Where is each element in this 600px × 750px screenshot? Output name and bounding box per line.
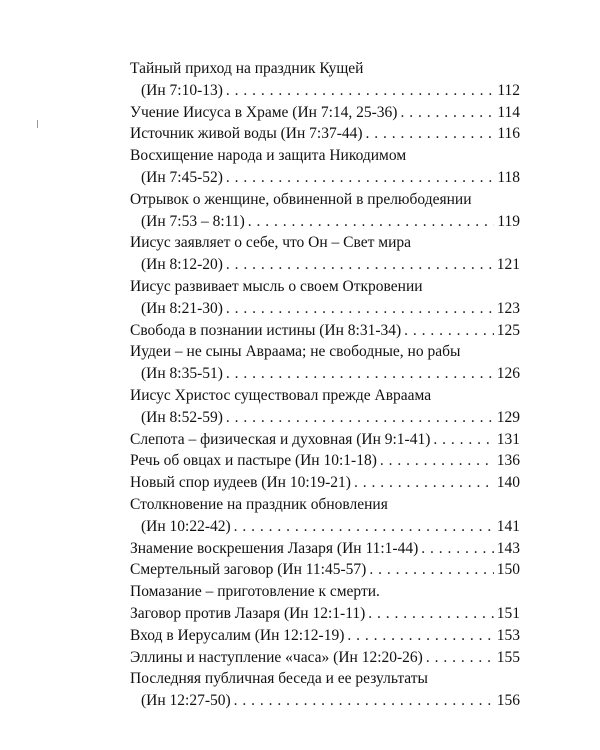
toc-entry-title-line [130, 603, 520, 625]
table-of-contents [130, 58, 520, 712]
toc-entry[interactable] [130, 429, 520, 451]
toc-page-number: 126 [496, 365, 520, 383]
toc-entry-text: Восхищение народа и защита Никодимом [130, 147, 407, 165]
dot-leader [226, 254, 494, 276]
toc-entry-text: (Ин 8:52-59) [141, 408, 223, 426]
toc-entry-ref-line [130, 167, 520, 189]
toc-entry-title-line [130, 232, 520, 254]
toc-entry[interactable] [130, 232, 520, 276]
toc-entry-text: (Ин 8:12-20) [141, 256, 223, 274]
dot-leader [248, 211, 495, 233]
toc-page-number: 125 [496, 321, 520, 339]
toc-page-number: 150 [496, 561, 520, 579]
toc-entry-title-line [130, 385, 520, 407]
toc-entry[interactable] [130, 123, 520, 145]
toc-entry[interactable] [130, 581, 520, 603]
toc-entry[interactable] [130, 276, 520, 320]
toc-entry-text: Отрывок о женщине, обвиненной в прелюбодеянии [130, 190, 472, 208]
toc-entry-title-line [130, 581, 520, 603]
toc-entry-title-line [130, 538, 520, 560]
toc-entry[interactable] [130, 603, 520, 625]
dot-leader [226, 363, 494, 385]
toc-page-number: 116 [497, 125, 520, 143]
toc-entry-title-line [130, 145, 520, 167]
toc-entry-title-line [130, 320, 520, 342]
toc-entry-title-line [130, 559, 520, 581]
toc-entry-title-line [130, 123, 520, 145]
toc-entry-text: (Ин 7:45-52) [141, 168, 223, 186]
toc-entry[interactable] [130, 189, 520, 233]
dot-leader [234, 690, 494, 712]
toc-entry-ref-line [130, 211, 520, 233]
toc-page-number: 153 [496, 626, 520, 644]
toc-entry[interactable] [130, 647, 520, 669]
toc-entry-title-line [130, 341, 520, 363]
dot-leader [404, 320, 494, 342]
dot-leader [226, 407, 494, 429]
toc-entry-text: Иисус развивает мысль о своем Откровении [130, 277, 423, 295]
toc-page-number: 151 [496, 604, 520, 622]
dot-leader [234, 516, 494, 538]
toc-entry-title-line [130, 625, 520, 647]
toc-entry[interactable] [130, 320, 520, 342]
dot-leader [400, 102, 494, 124]
toc-entry-text: Эллины и наступление «часа» (Ин 12:20-26) [130, 648, 423, 666]
toc-page-number: 143 [496, 539, 520, 557]
dot-leader [433, 429, 493, 451]
toc-entry[interactable] [130, 559, 520, 581]
toc-entry[interactable] [130, 341, 520, 385]
toc-entry-text: Последняя публичная беседа и ее результаты [130, 670, 428, 688]
toc-entry[interactable] [130, 538, 520, 560]
toc-entry-ref-line [130, 80, 520, 102]
toc-entry-title-line [130, 472, 520, 494]
margin-tick-mark [37, 120, 38, 128]
dot-leader [369, 559, 493, 581]
toc-entry-text: Источник живой воды (Ин 7:37-44) [130, 125, 363, 143]
toc-page-number: 123 [496, 299, 520, 317]
toc-entry-ref-line [130, 690, 520, 712]
toc-entry-text: Смертельный заговор (Ин 11:45-57) [130, 561, 367, 579]
toc-entry-text: Иисус Христос существовал прежде Авраама [130, 386, 432, 404]
toc-entry-ref-line [130, 407, 520, 429]
toc-entry-text: (Ин 12:27-50) [141, 692, 231, 710]
toc-entry-text: (Ин 7:53 – 8:11) [141, 212, 245, 230]
toc-page-number: 119 [497, 212, 520, 230]
dot-leader [380, 450, 494, 472]
toc-entry-text: Тайный приход на праздник Кущей [130, 60, 364, 77]
dot-leader [354, 472, 494, 494]
dot-leader [421, 538, 494, 560]
toc-page-number: 121 [496, 256, 520, 274]
toc-entry-title-line [130, 450, 520, 472]
toc-entry-text: (Ин 10:22-42) [141, 517, 231, 535]
toc-entry-text: (Ин 8:21-30) [141, 299, 223, 317]
toc-entry-ref-line [130, 363, 520, 385]
dot-leader [368, 603, 493, 625]
toc-entry-text: Заговор против Лазаря (Ин 12:1-11) [130, 604, 366, 622]
toc-entry-title-line [130, 429, 520, 451]
toc-entry-title-line [130, 668, 520, 690]
toc-entry-text: Свобода в познании истины (Ин 8:31-34) [130, 321, 402, 339]
toc-page-number: 140 [496, 474, 520, 492]
toc-entry-ref-line [130, 254, 520, 276]
toc-page-number: 112 [497, 81, 520, 99]
toc-entry-text: Помазание – приготовление к смерти. [130, 583, 380, 601]
toc-entry-title-line [130, 102, 520, 124]
toc-entry-text: Иисус заявляет о себе, что Он – Свет мира [130, 234, 411, 252]
toc-entry-text: Учение Иисуса в Храме (Ин 7:14, 25-36) [130, 103, 398, 121]
toc-entry[interactable] [130, 385, 520, 429]
toc-entry-text: Иудеи – не сыны Авраама; не свободные, но рабы [130, 343, 461, 361]
toc-entry[interactable] [130, 494, 520, 538]
dot-leader [226, 167, 494, 189]
toc-page-number: 131 [496, 430, 520, 448]
toc-entry[interactable] [130, 102, 520, 124]
toc-entry[interactable] [130, 145, 520, 189]
toc-page-number: 155 [496, 648, 520, 666]
dot-leader [426, 647, 494, 669]
toc-entry-text: Вход в Иерусалим (Ин 12:12-19) [130, 626, 345, 644]
toc-page-number: 114 [497, 103, 520, 121]
toc-entry-title-line [130, 647, 520, 669]
toc-entry-text: Новый спор иудеев (Ин 10:19-21) [130, 474, 351, 492]
toc-entry-title-line [130, 189, 520, 211]
toc-entry-text: Речь об овцах и пастыре (Ин 10:1-18) [130, 452, 377, 470]
dot-leader [347, 625, 493, 647]
dot-leader [226, 298, 494, 320]
toc-entry[interactable] [130, 450, 520, 472]
toc-entry-title-line [130, 276, 520, 298]
toc-entry[interactable] [130, 625, 520, 647]
toc-entry-text: Знамение воскрешения Лазаря (Ин 11:1-44) [130, 539, 419, 557]
toc-entry[interactable] [130, 58, 520, 102]
dot-leader [226, 80, 494, 102]
toc-entry-text: Слепота – физическая и духовная (Ин 9:1-41) [130, 430, 431, 448]
toc-page-number: 156 [496, 692, 520, 710]
toc-entry-title-line [130, 58, 520, 80]
dot-leader [366, 123, 495, 145]
toc-page-number: 141 [496, 517, 520, 535]
toc-entry-text: (Ин 7:10-13) [141, 81, 223, 99]
toc-entry-ref-line [130, 516, 520, 538]
toc-page-number: 129 [496, 408, 520, 426]
toc-entry-title-line [130, 494, 520, 516]
toc-page-number: 136 [496, 452, 520, 470]
toc-entry-ref-line [130, 298, 520, 320]
toc-entry-text: Столкновение на праздник обновления [130, 495, 388, 513]
toc-entry[interactable] [130, 668, 520, 712]
toc-entry[interactable] [130, 472, 520, 494]
toc-entry-text: (Ин 8:35-51) [141, 365, 223, 383]
toc-page-number: 118 [497, 168, 520, 186]
